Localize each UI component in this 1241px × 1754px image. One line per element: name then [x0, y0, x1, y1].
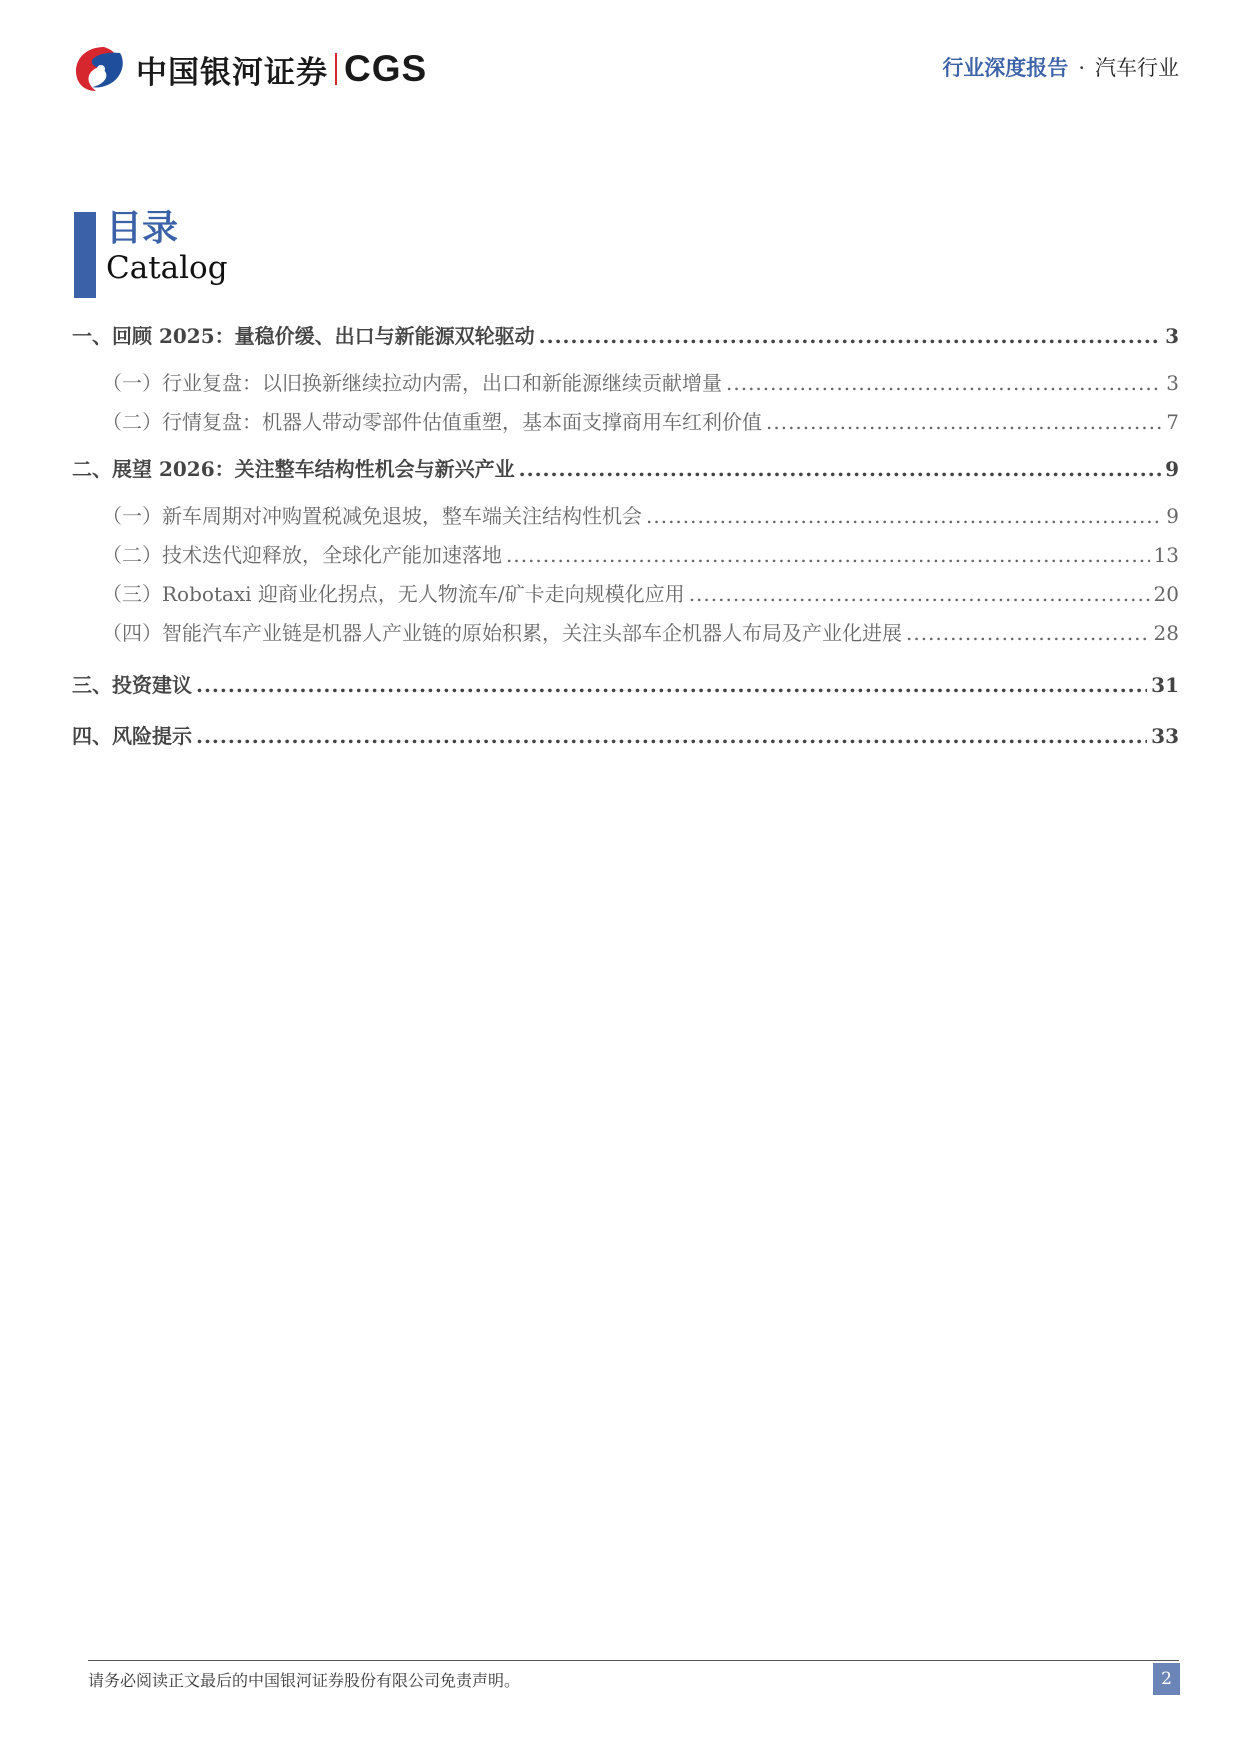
toc-entry[interactable] — [72, 453, 1179, 482]
toc-entry-page: 28 — [1153, 621, 1179, 645]
toc-entry-title: 风险提示 — [112, 724, 192, 748]
toc-entry[interactable] — [72, 720, 1179, 749]
toc-entry-page: 33 — [1151, 724, 1179, 748]
toc-entry-page: 13 — [1153, 543, 1179, 567]
toc-entry-number: （一） — [102, 504, 162, 528]
company-logo — [74, 44, 427, 94]
logo-abbreviation: CGS — [344, 48, 428, 89]
toc-entry-title: 新车周期对冲购置税减免退坡，整车端关注结构性机会 — [162, 504, 642, 528]
logo-company-name: 中国银河证券 — [136, 54, 328, 91]
toc-entry-number: （二） — [102, 410, 162, 434]
toc-entry-page: 9 — [1165, 457, 1179, 481]
toc-entry-title: 技术迭代迎释放，全球化产能加速落地 — [162, 543, 502, 567]
toc-entry-number: 四、 — [72, 724, 112, 748]
toc-entry[interactable] — [72, 406, 1179, 435]
toc-leader-dots — [766, 410, 1162, 434]
toc-leader-dots — [506, 543, 1150, 567]
footer-divider — [88, 1660, 1179, 1661]
catalog-title-en: Catalog — [106, 250, 228, 286]
toc-leader-dots — [906, 621, 1150, 645]
toc-leader-dots — [646, 504, 1162, 528]
toc-entry-title: 展望 2026：关注整车结构性机会与新兴产业 — [112, 457, 515, 481]
report-type: 行业深度报告 — [942, 55, 1069, 80]
toc-entry-page: 3 — [1166, 371, 1179, 395]
toc-entry-number: （四） — [102, 621, 162, 645]
toc-entry-page: 7 — [1166, 410, 1179, 434]
toc-entry-number: 一、 — [72, 324, 112, 348]
footer-disclaimer: 请务必阅读正文最后的中国银河证券股份有限公司免责声明。 — [88, 1671, 521, 1690]
toc-entry[interactable] — [72, 539, 1179, 568]
toc-entry-title: 行业复盘：以旧换新继续拉动内需，出口和新能源继续贡献增量 — [162, 371, 722, 395]
toc-entry-page: 9 — [1166, 504, 1179, 528]
toc-leader-dots — [689, 582, 1150, 606]
catalog-title-cn: 目录 — [106, 207, 179, 249]
toc-leader-dots — [196, 673, 1147, 697]
toc-entry-number: 三、 — [72, 673, 112, 697]
toc-entry-title: 智能汽车产业链是机器人产业链的原始积累，关注头部车企机器人布局及产业化进展 — [162, 621, 902, 645]
toc-leader-dots — [196, 724, 1147, 748]
toc-entry-page: 20 — [1153, 582, 1179, 606]
cgs-logo-icon — [74, 45, 126, 93]
toc-entry[interactable] — [72, 669, 1179, 698]
toc-entry[interactable] — [72, 500, 1179, 529]
toc-entry-title: 投资建议 — [112, 673, 192, 697]
toc-leader-dots — [519, 457, 1161, 481]
toc-entry-number: （一） — [102, 371, 162, 395]
report-header-info — [942, 52, 1179, 82]
toc-entry-page: 3 — [1165, 324, 1179, 348]
toc-entry-title: 行情复盘：机器人带动零部件估值重塑，基本面支撑商用车红利价值 — [162, 410, 762, 434]
toc-leader-dots — [726, 371, 1162, 395]
toc-entry-title: 回顾 2025：量稳价缓、出口与新能源双轮驱动 — [112, 324, 535, 348]
toc-entry[interactable] — [72, 578, 1179, 607]
industry-label: 汽车行业 — [1095, 56, 1179, 80]
toc-entry[interactable] — [72, 617, 1179, 646]
toc-leader-dots — [539, 324, 1161, 348]
header-separator: · — [1078, 56, 1085, 80]
toc-entry[interactable] — [72, 320, 1179, 349]
toc-entry[interactable] — [72, 367, 1179, 396]
toc-entry-number: （三） — [102, 582, 162, 606]
catalog-accent-bar — [74, 212, 96, 298]
toc-entry-number: 二、 — [72, 457, 112, 481]
logo-divider — [335, 53, 337, 85]
page-number-badge: 2 — [1153, 1663, 1180, 1695]
toc-entry-page: 31 — [1151, 673, 1179, 697]
toc-entry-title: Robotaxi 迎商业化拐点，无人物流车/矿卡走向规模化应用 — [162, 582, 685, 606]
toc-entry-number: （二） — [102, 543, 162, 567]
